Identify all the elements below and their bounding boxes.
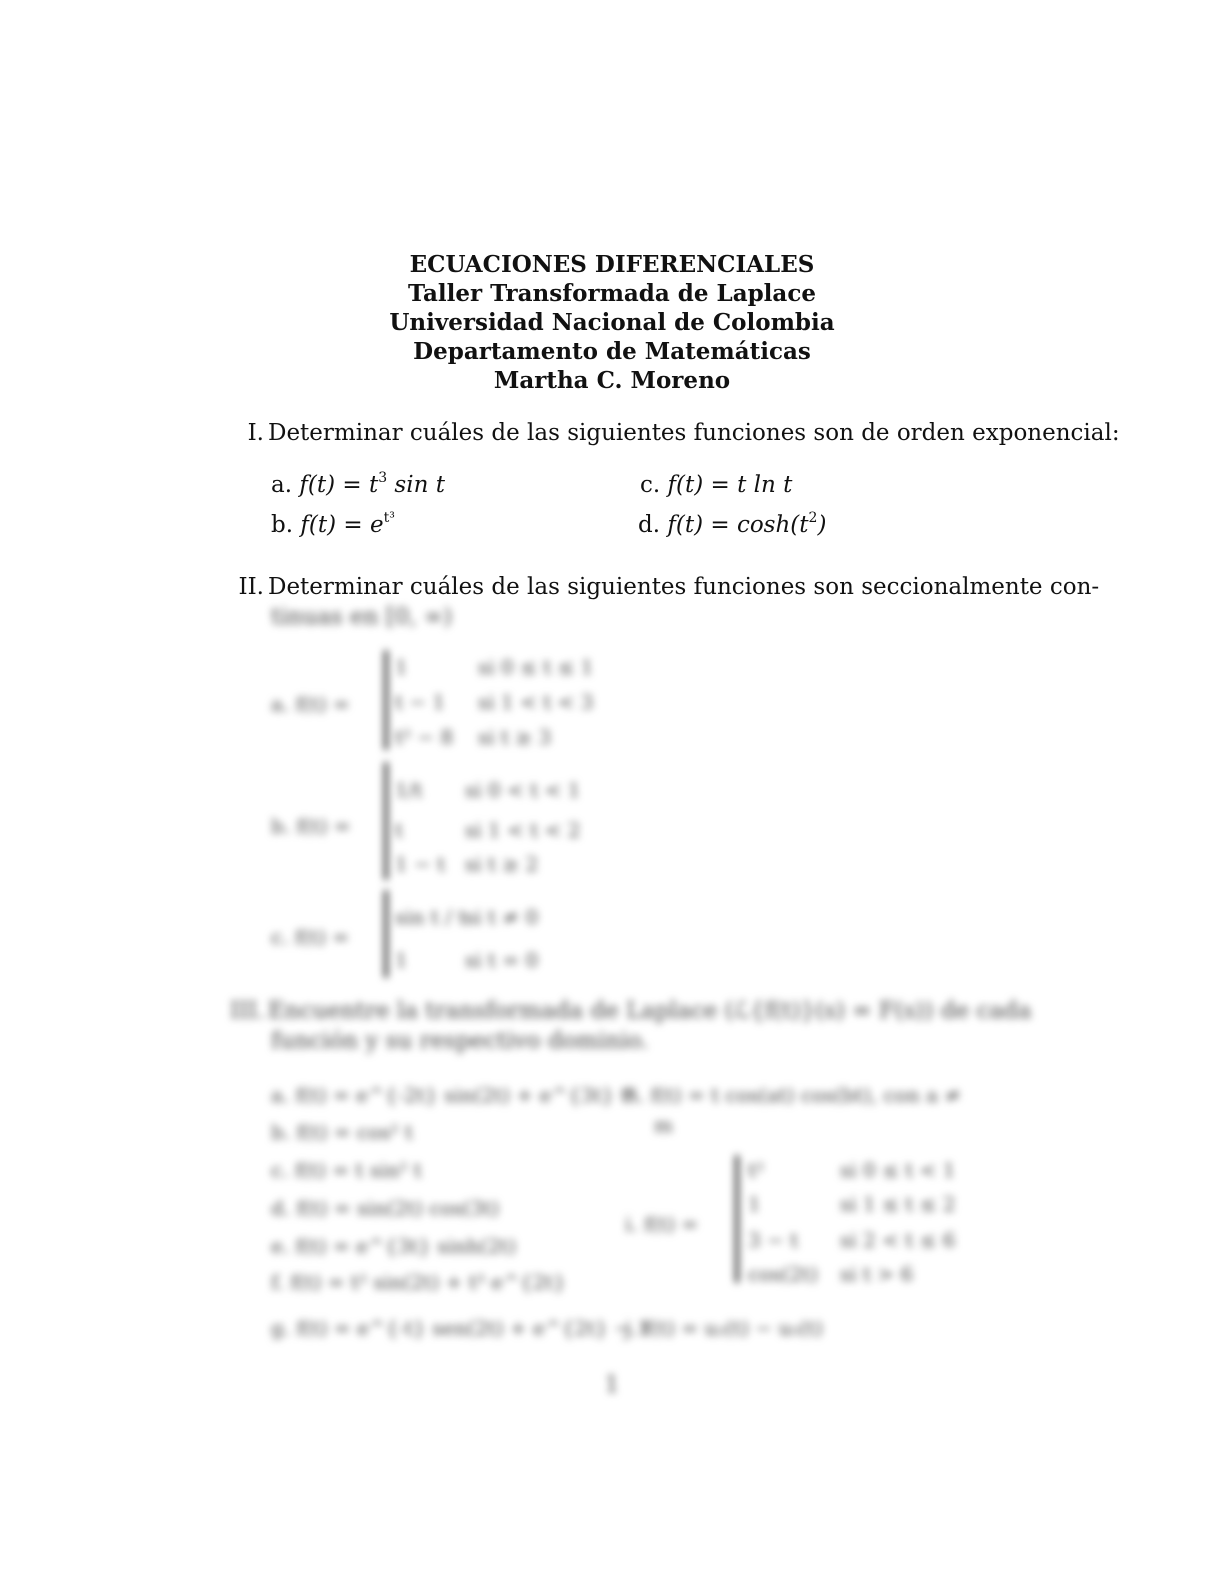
case-cond: si t ≥ 2 (465, 852, 539, 876)
case-cond: si t ≠ 0 (465, 905, 539, 929)
section-3-item-h-line1: h. f(t) = t cos(at) cos(bt), con a ≠ (625, 1083, 962, 1107)
item-label: d. (638, 512, 661, 538)
department-name: Departamento de Matemáticas (413, 338, 811, 365)
section-3-text-line1: Encuentre la transformada de Laplace (ℒ{f(t)}(s) = F(s)) de cada (268, 998, 1032, 1024)
case-cond: si t = 0 (465, 948, 539, 972)
brace-icon (735, 1155, 739, 1283)
case-cond: si t > 6 (840, 1262, 914, 1286)
case-cond: si 0 < t < 1 (465, 778, 581, 802)
case-cond: si 1 ≤ t ≤ 2 (840, 1192, 956, 1216)
section-2-number: II. (238, 574, 264, 600)
case-expr: t − 1 (395, 690, 446, 714)
case-cond: si 2 < t ≤ 6 (840, 1228, 956, 1252)
section-1-item-a (271, 472, 445, 498)
case-cond: si t ≥ 3 (478, 725, 552, 749)
case-expr: cos(2t) (748, 1262, 818, 1286)
document-header (0, 250, 1224, 395)
case-cond: si 1 < t < 2 (465, 818, 581, 842)
section-2-heading (230, 574, 1099, 600)
section-3-item-e: e. f(t) = e^{3t} sinh(2t) (271, 1234, 517, 1258)
case-cond: si 1 < t < 3 (478, 690, 594, 714)
section-3-item-b: b. f(t) = cos² t (271, 1120, 413, 1144)
section-2-text-line2: tinuas en [0, ∞) (271, 604, 453, 630)
brace-icon (384, 890, 388, 978)
section-3-item-h-line2: m (654, 1113, 673, 1137)
section-3-item-a: a. f(t) = e^{-2t} sin(2t) + e^{3t} t² (271, 1083, 637, 1107)
case-expr: sin t / t (395, 905, 467, 929)
item-label: b. (271, 512, 294, 538)
item-superscript: 3 (378, 470, 388, 486)
section-3-item-i-label: i. f(t) = (625, 1212, 699, 1236)
section-2-text-line1: Determinar cuáles de las siguientes funciones son seccionalmente con- (268, 574, 1100, 600)
section-3-heading (230, 998, 1032, 1024)
section-3-item-c: c. f(t) = t sin² t (271, 1158, 422, 1182)
piecewise-label: c. f(t) = (271, 925, 350, 949)
section-1-item-d (638, 512, 826, 538)
item-expression: f(t) = cosh(t (667, 512, 809, 538)
case-cond: si 0 ≤ t ≤ 1 (478, 655, 594, 679)
author-name: Martha C. Moreno (493, 367, 731, 394)
item-label: c. (640, 472, 661, 498)
brace-icon (384, 762, 388, 880)
piecewise-label: a. f(t) = (271, 692, 350, 716)
section-1-item-c (640, 472, 792, 498)
case-expr: 1 (395, 948, 408, 972)
brace-icon (384, 650, 388, 750)
item-expression: f(t) = t ln t (667, 472, 793, 498)
section-3-item-j: j. f(t) = u₂(t) − u₅(t) (625, 1316, 823, 1340)
case-expr: 3 − t (748, 1228, 799, 1252)
section-3-text-line2: función y su respectivo dominio. (271, 1028, 649, 1054)
course-title: ECUACIONES DIFERENCIALES (409, 251, 815, 278)
piecewise-label: b. f(t) = (271, 814, 351, 838)
case-cond: si 0 ≤ t < 1 (840, 1158, 956, 1182)
workshop-title: Taller Transformada de Laplace (408, 280, 816, 307)
case-expr: 1 (395, 655, 408, 679)
case-expr: t (395, 818, 404, 842)
case-expr: 1/t (395, 778, 423, 802)
section-1-item-b (271, 512, 395, 538)
item-superscript: 2 (808, 510, 818, 526)
item-superscript: t³ (383, 510, 395, 526)
section-3-item-g: g. f(t) = e^{-t} sen(2t) + e^{2t} − 1 (271, 1316, 651, 1340)
item-expression: f(t) = t (299, 472, 379, 498)
item-expression-tail: ) (817, 512, 827, 538)
case-expr: t² − 8 (395, 725, 454, 749)
item-expression: f(t) = e (300, 512, 384, 538)
case-expr: 1 (748, 1192, 761, 1216)
item-expression-tail: sin t (387, 472, 445, 498)
section-1-heading (230, 420, 1120, 446)
page-number: 1 (604, 1372, 620, 1398)
item-label: a. (271, 472, 293, 498)
section-3-item-f: f. f(t) = t² sin(2t) + t³ e^{2t} (271, 1270, 566, 1294)
case-expr: t² (748, 1158, 765, 1182)
section-1-text: Determinar cuáles de las siguientes funciones son de orden exponencial: (268, 420, 1120, 446)
university-name: Universidad Nacional de Colombia (389, 309, 835, 336)
section-1-number: I. (247, 420, 264, 446)
section-3-number: III. (230, 998, 265, 1024)
case-expr: 1 − t (395, 852, 446, 876)
section-3-item-d: d. f(t) = sin(2t) cos(3t) (271, 1196, 500, 1220)
